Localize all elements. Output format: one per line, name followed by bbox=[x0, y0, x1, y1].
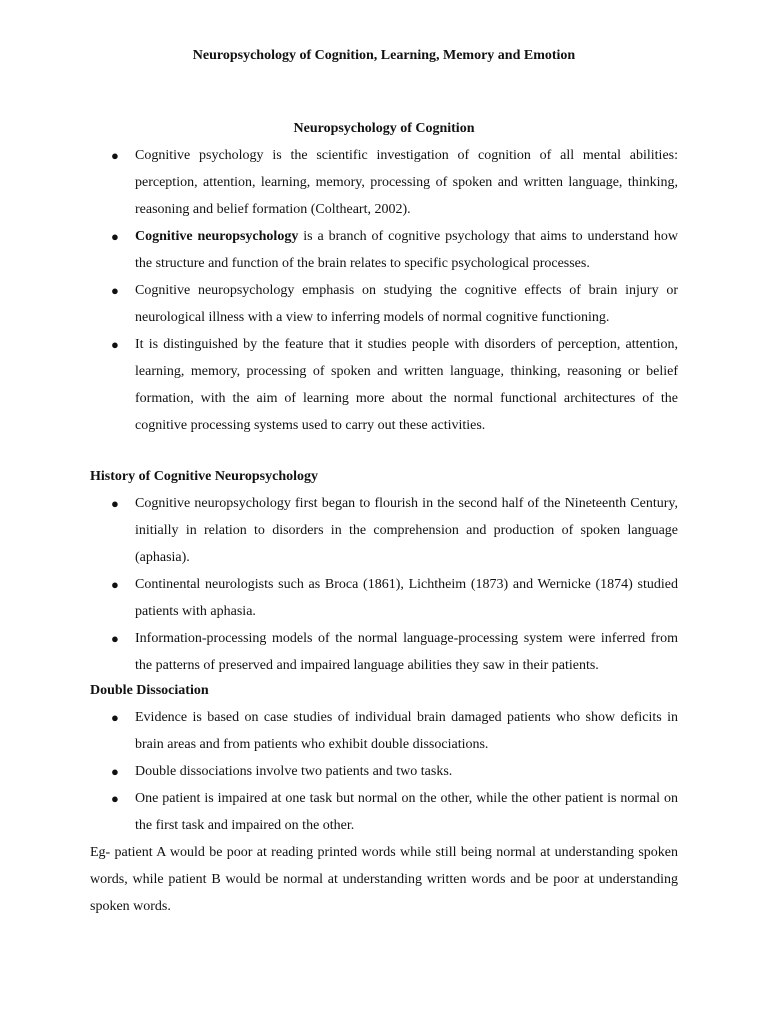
example-paragraph: Eg- patient A would be poor at reading printed words while still being normal at understanding spoken words, while patient B would be normal at understanding written words and be poor at understanding spoken words. bbox=[90, 845, 678, 914]
section-heading-cognition: Neuropsychology of Cognition bbox=[293, 121, 475, 136]
list-item-text: Cognitive psychology is the scientific investigation of cognition of all mental abilities: perception, attention, learning, memory, processing of spoken and written language, thinking, reasoning and belief formation (Coltheart, 2002). bbox=[135, 148, 678, 217]
list-item bbox=[90, 142, 678, 223]
list-item bbox=[90, 490, 678, 571]
history-bullet-list bbox=[90, 490, 678, 679]
list-item-text: One patient is impaired at one task but normal on the other, while the other patient is normal on the first task and impaired on the other. bbox=[135, 791, 678, 833]
list-item-text: Cognitive neuropsychology first began to flourish in the second half of the Nineteenth Century, initially in relation to disorders in the comprehension and production of spoken language (aphasia). bbox=[135, 496, 678, 565]
cognition-bullet-list bbox=[90, 142, 678, 439]
list-item-text: Information-processing models of the normal language-processing system were inferred from the patterns of preserved and impaired language abilities they saw in their patients. bbox=[135, 631, 678, 673]
bullet-icon: ● bbox=[111, 710, 119, 725]
bullet-icon: ● bbox=[111, 764, 119, 779]
bullet-icon: ● bbox=[111, 229, 119, 244]
list-item bbox=[90, 571, 678, 625]
section-heading-double-dissociation: Double Dissociation bbox=[90, 683, 209, 698]
dissociation-bullet-list bbox=[90, 704, 678, 839]
bullet-icon: ● bbox=[111, 283, 119, 298]
term-bold: Cognitive neuropsychology bbox=[135, 229, 299, 244]
list-item-text: Continental neurologists such as Broca (1861), Lichtheim (1873) and Wernicke (1874) studied patients with aphasia. bbox=[135, 577, 678, 619]
list-item bbox=[90, 758, 678, 785]
list-item bbox=[90, 704, 678, 758]
list-item-text: It is distinguished by the feature that it studies people with disorders of perception, attention, learning, memory, processing of spoken and written language, thinking, reasoning or belief formation, with the aim of learning more about the normal functional architectures of the cognitive processing systems used to carry out these activities. bbox=[135, 337, 678, 433]
bullet-icon: ● bbox=[111, 148, 119, 163]
list-item bbox=[90, 625, 678, 679]
list-item-text: is a branch of cognitive psychology that aims to understand how the structure and function of the brain relates to specific psychological processes. bbox=[135, 229, 678, 271]
document-title: Neuropsychology of Cognition, Learning, Memory and Emotion bbox=[192, 48, 576, 63]
list-item-text: Cognitive neuropsychology emphasis on studying the cognitive effects of brain injury or neurological illness with a view to inferring models of normal cognitive functioning. bbox=[135, 283, 678, 325]
list-item bbox=[90, 331, 678, 439]
bullet-icon: ● bbox=[111, 631, 119, 646]
list-item-text: Double dissociations involve two patients and two tasks. bbox=[135, 764, 453, 779]
bullet-icon: ● bbox=[111, 791, 119, 806]
list-item bbox=[90, 277, 678, 331]
bullet-icon: ● bbox=[111, 337, 119, 352]
bullet-icon: ● bbox=[111, 577, 119, 592]
list-item bbox=[90, 223, 678, 277]
section-heading-history: History of Cognitive Neuropsychology bbox=[90, 469, 319, 484]
list-item bbox=[90, 785, 678, 839]
list-item-text: Evidence is based on case studies of individual brain damaged patients who show deficits in brain areas and from patients who exhibit double dissociations. bbox=[135, 710, 678, 752]
bullet-icon: ● bbox=[111, 496, 119, 511]
